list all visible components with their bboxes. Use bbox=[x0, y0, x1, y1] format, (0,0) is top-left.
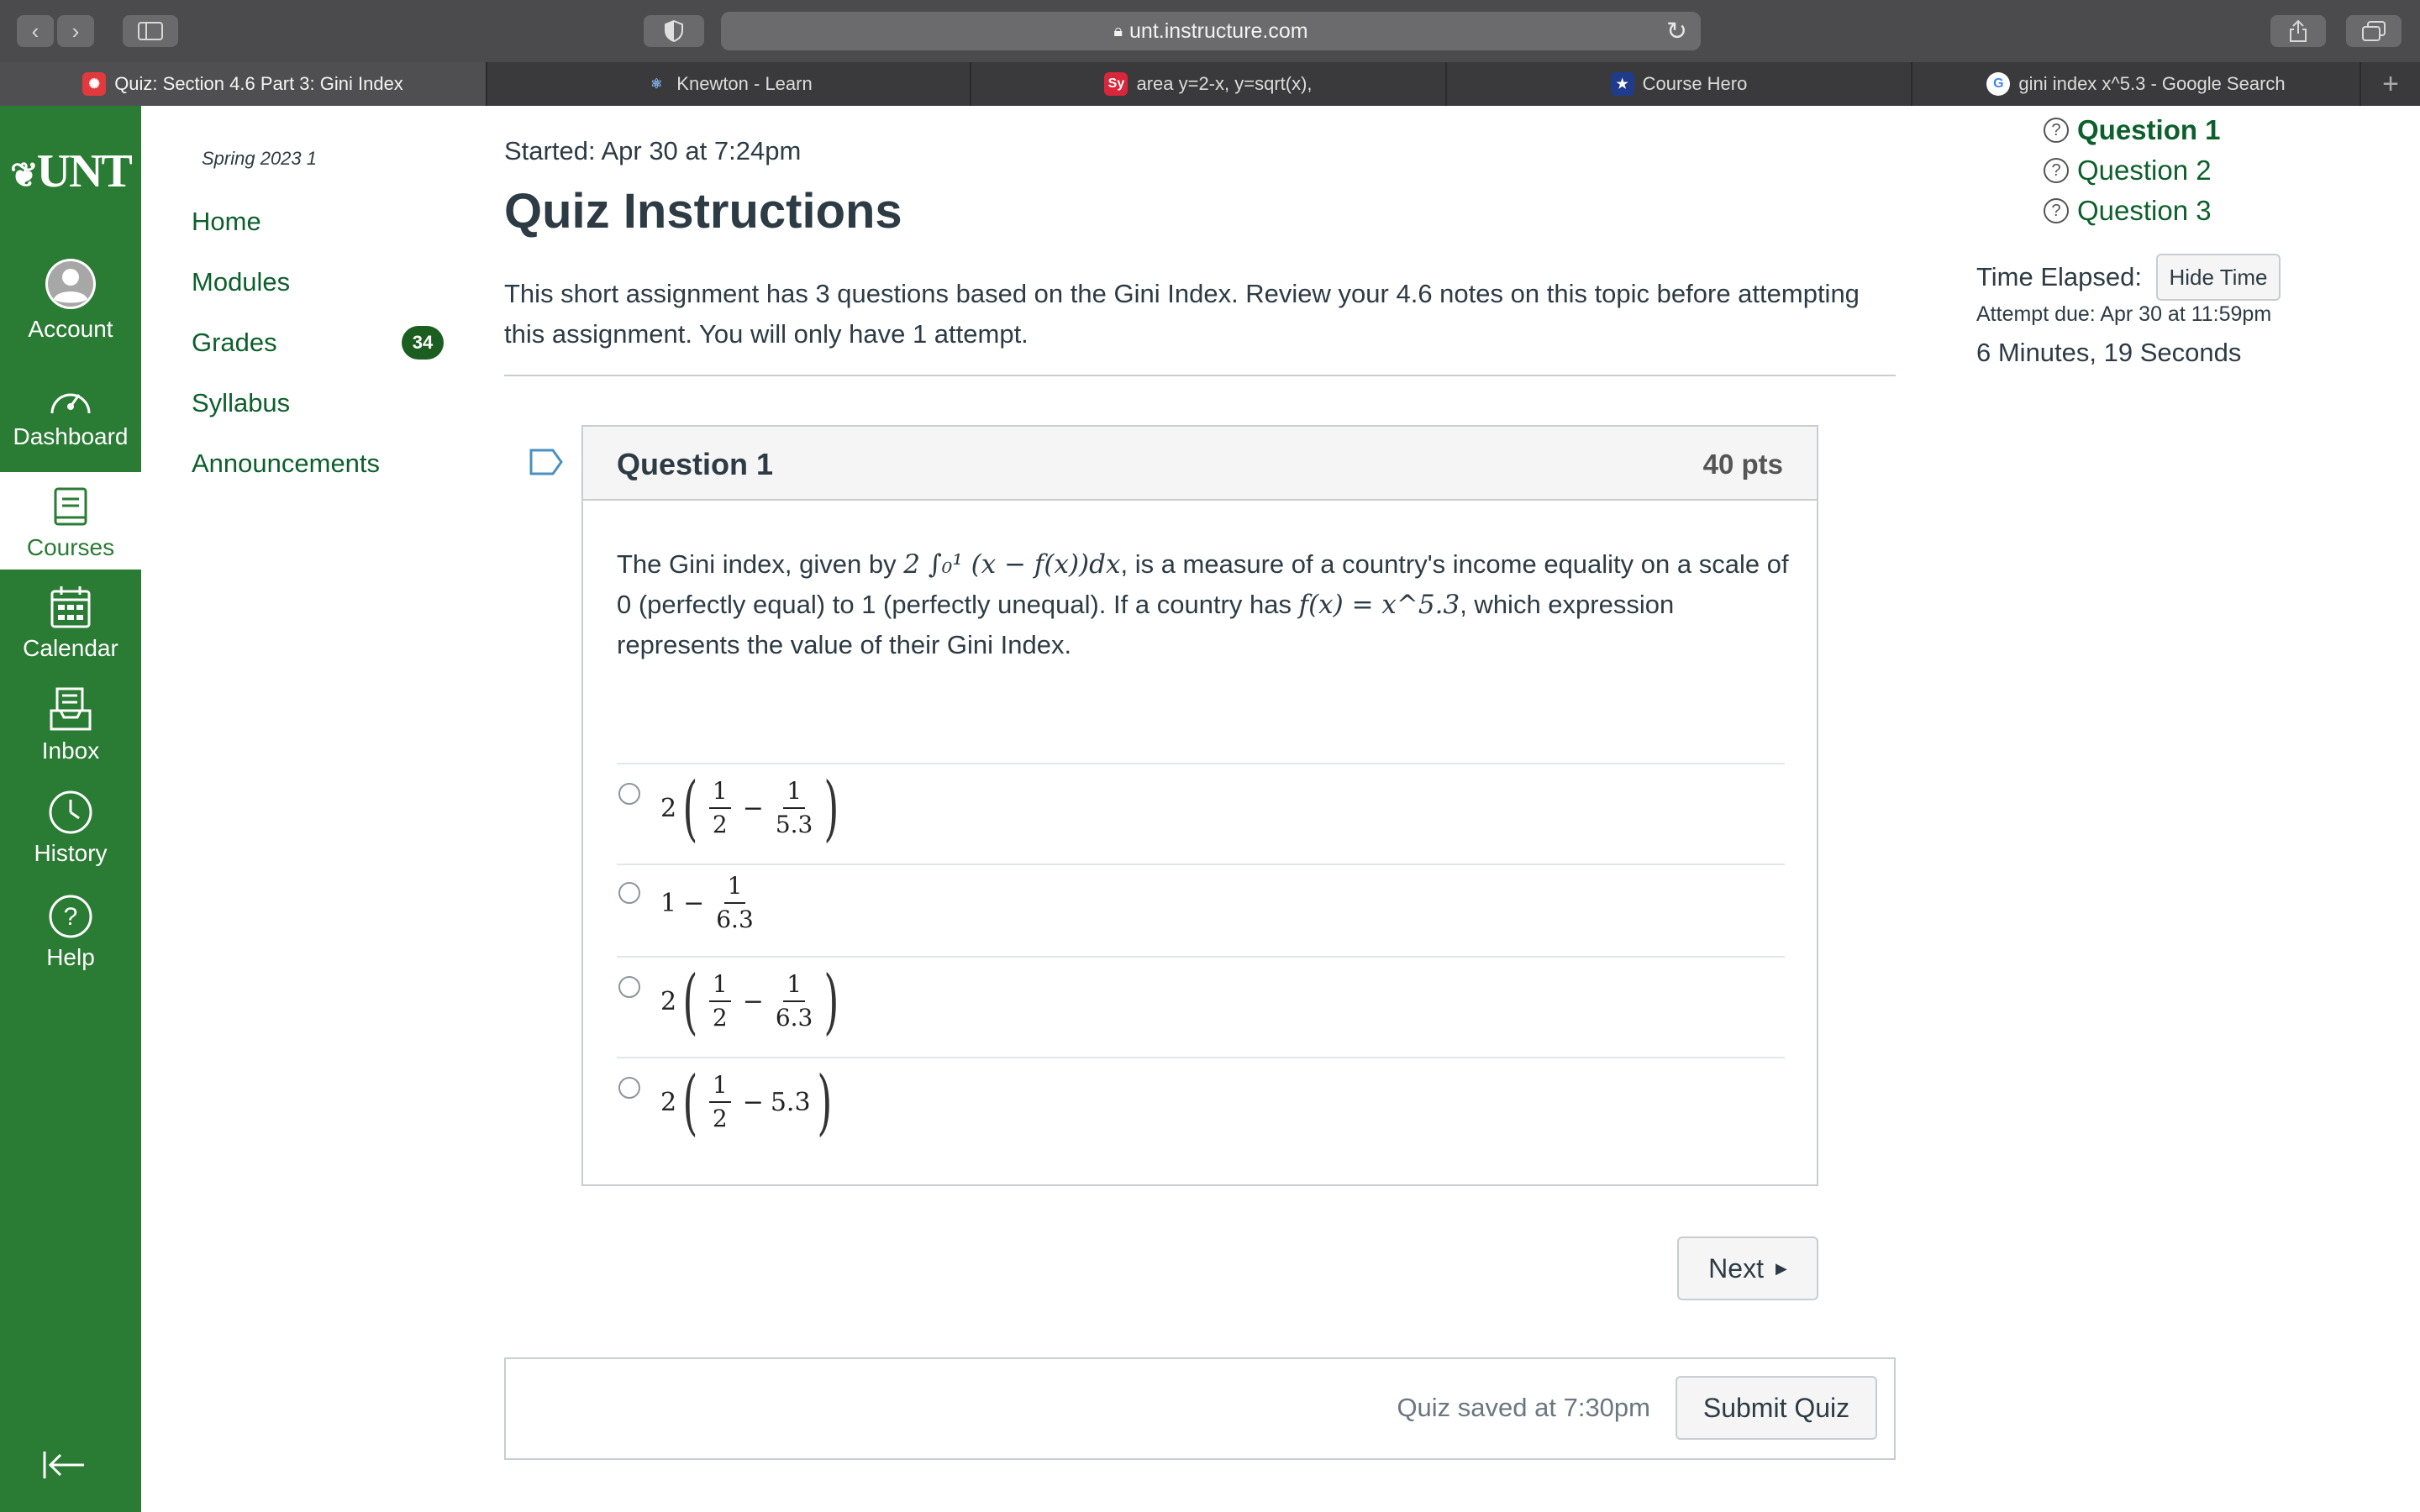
google-icon: G bbox=[1986, 72, 2010, 96]
quiz-instructions: This short assignment has 3 questions based on the Gini Index. Review your 4.6 notes on this topic before attempting this assignment. You will only have 1 attempt. bbox=[504, 279, 1860, 349]
global-nav bbox=[0, 106, 141, 1512]
right-paren: ) bbox=[823, 767, 839, 849]
left-paren: ( bbox=[682, 767, 698, 849]
question-link-3[interactable] bbox=[2044, 195, 2212, 227]
answer-expression bbox=[660, 960, 845, 1042]
tab-title: Course Hero bbox=[1642, 73, 1748, 94]
inbox-icon bbox=[49, 687, 92, 732]
address-bar[interactable] bbox=[721, 12, 1701, 50]
question-text bbox=[617, 544, 1793, 665]
tabs-overview-button[interactable] bbox=[2346, 15, 2402, 47]
share-button[interactable] bbox=[2270, 15, 2326, 47]
left-paren: ( bbox=[682, 960, 698, 1042]
gnav-account[interactable] bbox=[0, 257, 141, 358]
question-text-part: , is a measure of a country's income equality on a scale of 0 (perfectly equal) to 1 (perfectly unequal). If a country has bbox=[617, 549, 1789, 619]
gnav-dashboard[interactable] bbox=[0, 381, 141, 465]
tab-title: Knewton - Learn bbox=[676, 73, 813, 94]
gnav-calendar[interactable] bbox=[0, 585, 141, 677]
answer-option[interactable] bbox=[617, 956, 1785, 1057]
question-mark-icon: ? bbox=[2044, 198, 2069, 223]
started-timestamp: Started: Apr 30 at 7:24pm bbox=[504, 136, 802, 165]
help-icon bbox=[48, 894, 93, 939]
gnav-label: History bbox=[34, 840, 108, 866]
operator: − bbox=[742, 1087, 764, 1117]
gnav-help[interactable] bbox=[0, 894, 141, 986]
gnav-label: Inbox bbox=[41, 738, 100, 764]
fraction bbox=[776, 779, 813, 837]
course-nav-modules[interactable]: Modules bbox=[192, 267, 291, 297]
denominator: 2 bbox=[712, 811, 728, 838]
submit-bar bbox=[504, 1357, 1896, 1460]
lock-icon: 🔒︎ bbox=[1113, 21, 1123, 40]
hide-time-button[interactable]: Hide Time bbox=[2156, 254, 2281, 301]
tab-quiz[interactable] bbox=[0, 62, 487, 106]
denominator: 6.3 bbox=[716, 906, 754, 933]
browser-chrome bbox=[0, 0, 2420, 106]
answer-radio[interactable] bbox=[618, 976, 640, 998]
chevron-left-icon: ‹ bbox=[31, 18, 39, 44]
numerator: 1 bbox=[783, 779, 805, 809]
denominator: 6.3 bbox=[775, 1004, 813, 1032]
tab-title: gini index x^5.3 - Google Search bbox=[2018, 73, 2286, 94]
submit-quiz-button[interactable]: Submit Quiz bbox=[1676, 1376, 1877, 1440]
function-formula: f(x) = x^5.3 bbox=[1298, 590, 1460, 620]
time-elapsed-label: Time Elapsed: bbox=[1976, 262, 2142, 291]
denominator: 5.3 bbox=[775, 811, 813, 838]
page-title: Quiz Instructions bbox=[504, 184, 902, 239]
gnav-label: Dashboard bbox=[13, 423, 129, 449]
coursehero-icon: ★ bbox=[1611, 72, 1634, 96]
account-icon bbox=[44, 257, 97, 311]
canvas-icon: ✺ bbox=[82, 72, 106, 96]
question-link-2[interactable] bbox=[2044, 155, 2212, 186]
fraction bbox=[716, 874, 754, 932]
answer-radio[interactable] bbox=[618, 882, 640, 904]
coef: 2 bbox=[660, 793, 677, 823]
question-title: Question 1 bbox=[617, 447, 774, 481]
gnav-history[interactable] bbox=[0, 790, 141, 882]
gnav-courses[interactable] bbox=[0, 472, 141, 570]
sidebar-icon bbox=[138, 22, 163, 40]
eagle-icon: ❦ bbox=[10, 156, 37, 194]
lead-term: 1 bbox=[660, 888, 677, 918]
plain-term: 5.3 bbox=[770, 1087, 811, 1117]
answer-expression bbox=[660, 1061, 838, 1143]
grades-count-badge: 34 bbox=[402, 326, 444, 360]
operator: − bbox=[742, 986, 764, 1016]
coef: 2 bbox=[660, 986, 677, 1016]
numerator: 1 bbox=[709, 972, 731, 1002]
denominator: 2 bbox=[712, 1004, 728, 1032]
numerator: 1 bbox=[783, 972, 805, 1002]
privacy-button[interactable] bbox=[644, 15, 704, 47]
denominator: 2 bbox=[712, 1105, 728, 1132]
answer-radio[interactable] bbox=[618, 1077, 640, 1099]
svg-text:?: ? bbox=[63, 903, 78, 931]
question-points: 40 pts bbox=[1702, 449, 1783, 480]
answer-option[interactable] bbox=[617, 763, 1785, 864]
reload-icon[interactable]: ↻ bbox=[1665, 18, 1687, 45]
flag-question-icon[interactable] bbox=[529, 449, 563, 475]
new-tab-button[interactable]: + bbox=[2382, 67, 2399, 100]
shield-icon bbox=[664, 20, 684, 42]
tabs-icon bbox=[2362, 21, 2386, 41]
numerator: 1 bbox=[709, 1073, 731, 1103]
caret-right-icon: ▶ bbox=[1775, 1259, 1787, 1277]
operator: − bbox=[683, 888, 705, 918]
calendar-icon bbox=[50, 585, 92, 630]
fraction bbox=[709, 779, 731, 837]
collapse-icon bbox=[42, 1448, 86, 1482]
chevron-right-icon: › bbox=[71, 18, 80, 44]
fraction bbox=[709, 1073, 731, 1131]
tab-bar bbox=[0, 62, 2420, 106]
tab-google[interactable] bbox=[1912, 62, 2361, 106]
dashboard-icon bbox=[47, 381, 94, 418]
answer-option[interactable] bbox=[617, 864, 1785, 956]
numerator: 1 bbox=[709, 779, 731, 809]
question-card bbox=[581, 425, 1818, 1186]
question-link-label: Question 2 bbox=[2077, 155, 2212, 186]
share-icon bbox=[2289, 19, 2307, 43]
courses-icon bbox=[52, 487, 89, 529]
question-text-part: , which expression represents the value of their Gini Index. bbox=[617, 590, 1675, 659]
forward-button[interactable] bbox=[57, 15, 94, 47]
sidebar-toggle-button[interactable] bbox=[123, 15, 178, 47]
gnav-label: Calendar bbox=[23, 635, 118, 661]
tab-title: Quiz: Section 4.6 Part 3: Gini Index bbox=[114, 73, 403, 94]
course-nav-home[interactable]: Home bbox=[192, 207, 261, 236]
question-link-label: Question 3 bbox=[2077, 195, 2212, 226]
symbolab-icon: Sy bbox=[1104, 72, 1128, 96]
question-header bbox=[583, 427, 1817, 501]
answer-radio[interactable] bbox=[618, 783, 640, 805]
gnav-label: Courses bbox=[26, 534, 115, 560]
right-paren: ) bbox=[816, 1061, 832, 1143]
answer-option[interactable] bbox=[617, 1057, 1785, 1158]
gnav-label: Account bbox=[28, 316, 113, 342]
course-nav-announcements[interactable]: Announcements bbox=[192, 449, 381, 478]
right-paren: ) bbox=[823, 960, 839, 1042]
term-label: Spring 2023 1 bbox=[202, 148, 317, 169]
divider bbox=[504, 375, 1896, 376]
collapse-nav-button[interactable] bbox=[42, 1448, 92, 1488]
gnav-label: Help bbox=[46, 944, 95, 970]
fraction bbox=[776, 972, 813, 1031]
tab-symbolab[interactable] bbox=[971, 62, 1447, 106]
fraction bbox=[709, 972, 731, 1031]
next-label: Next bbox=[1708, 1252, 1764, 1284]
unt-logo[interactable] bbox=[0, 144, 141, 198]
left-paren: ( bbox=[682, 1061, 698, 1143]
tab-knewton[interactable] bbox=[487, 62, 971, 106]
history-icon bbox=[48, 790, 93, 835]
course-nav bbox=[141, 106, 460, 1512]
browser-toolbar bbox=[0, 0, 2420, 62]
logo-text: UNT bbox=[36, 145, 131, 197]
attempt-due: Attempt due: Apr 30 at 11:59pm bbox=[1976, 302, 2272, 326]
course-nav-grades[interactable]: Grades bbox=[192, 328, 277, 357]
coef: 2 bbox=[660, 1087, 677, 1117]
gnav-inbox[interactable] bbox=[0, 687, 141, 780]
course-nav-syllabus[interactable]: Syllabus bbox=[192, 388, 291, 417]
question-link-label: Question 1 bbox=[2077, 114, 2221, 145]
tab-title: area y=2-x, y=sqrt(x), bbox=[1136, 73, 1313, 94]
knewton-icon: ⚛ bbox=[650, 77, 663, 92]
answer-expression bbox=[660, 874, 759, 932]
question-mark-icon: ? bbox=[2044, 118, 2069, 143]
elapsed-time: 6 Minutes, 19 Seconds bbox=[1976, 338, 2242, 367]
gini-formula: 2 ∫₀¹ (x − f(x))dx bbox=[903, 549, 1121, 580]
answer-expression bbox=[660, 767, 845, 849]
numerator: 1 bbox=[724, 874, 746, 904]
quiz-saved-status: Quiz saved at 7:30pm bbox=[1397, 1393, 1650, 1422]
question-text-part: The Gini index, given by bbox=[617, 549, 897, 579]
url-text: unt.instructure.com bbox=[1129, 18, 1308, 43]
next-button[interactable] bbox=[1677, 1236, 1818, 1300]
operator: − bbox=[742, 793, 764, 823]
question-link-1[interactable] bbox=[2044, 114, 2221, 146]
tab-coursehero[interactable] bbox=[1447, 62, 1912, 106]
back-button[interactable] bbox=[17, 15, 54, 47]
question-mark-icon: ? bbox=[2044, 158, 2069, 183]
